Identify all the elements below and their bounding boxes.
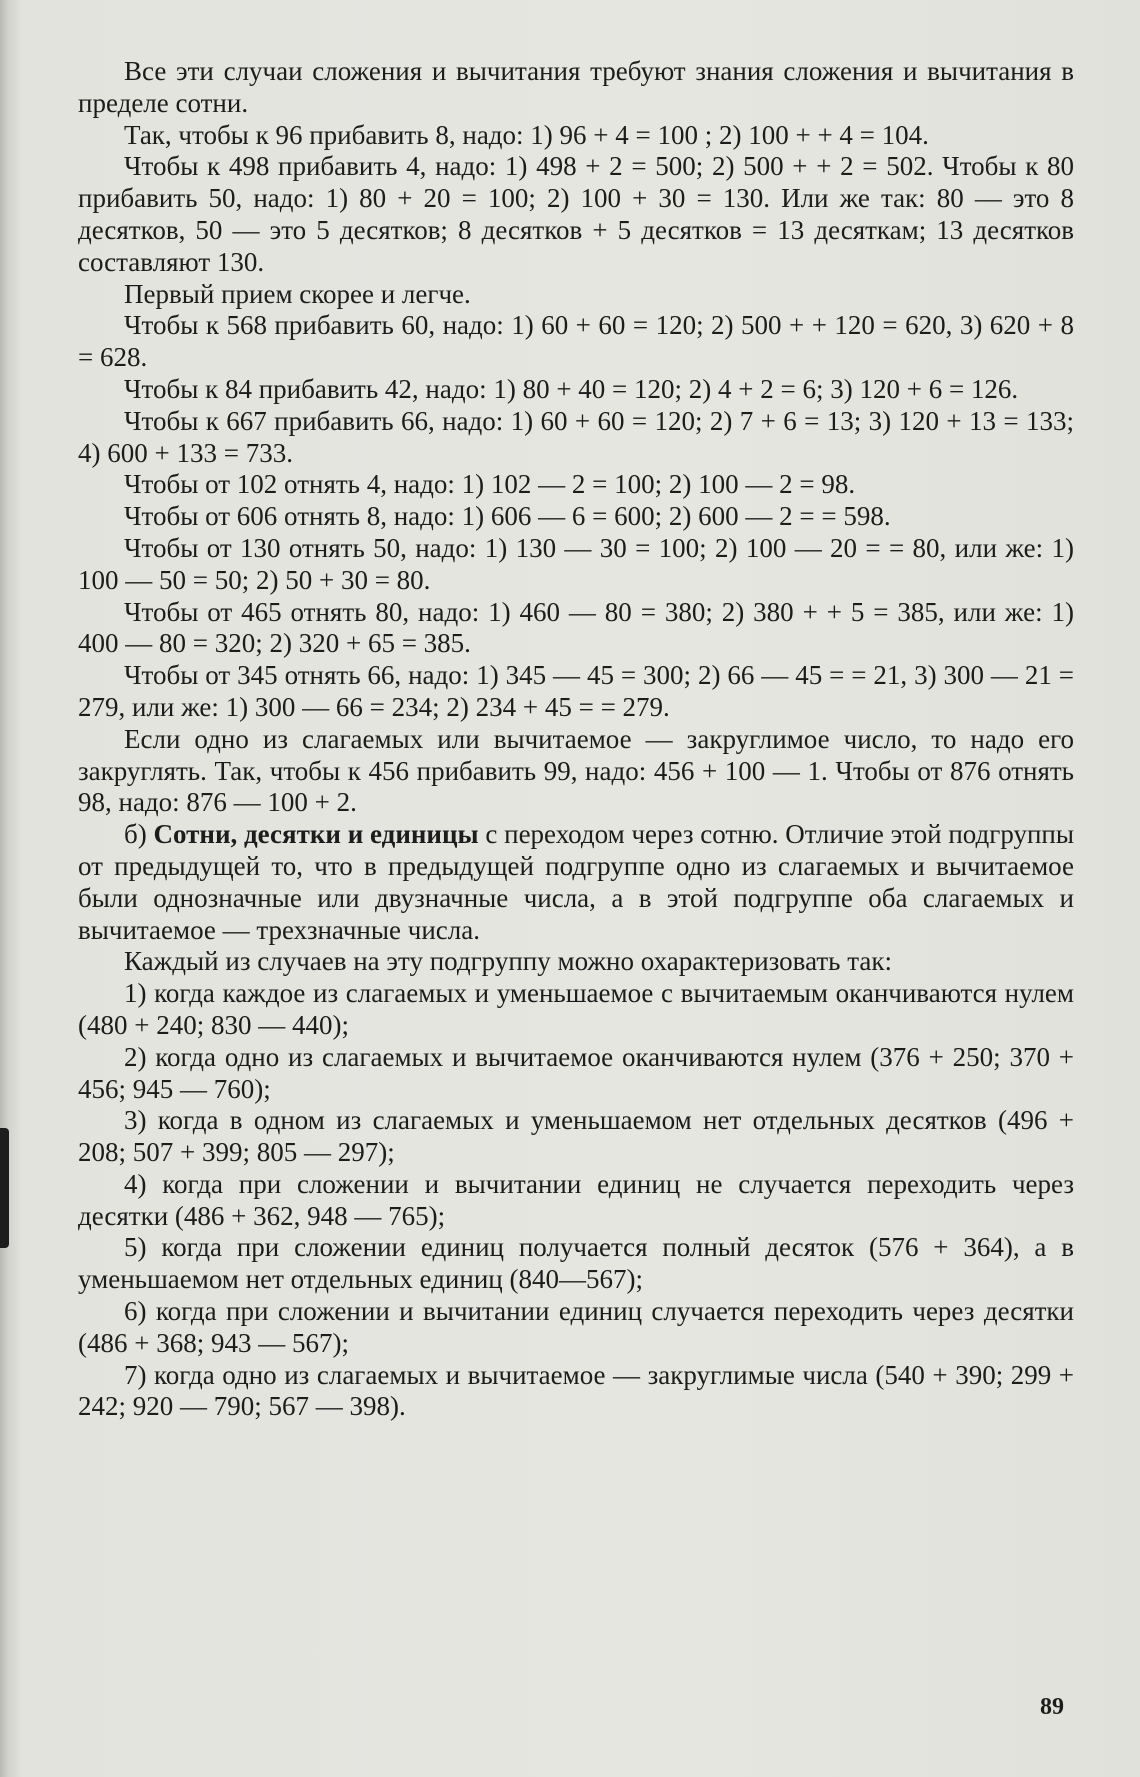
paragraph-9: Чтобы от 606 отнять 8, надо: 1) 606 — 6 = 600; 2) 600 — 2 = = 598. (124, 501, 891, 532)
case-item-5: 5) когда при сложении единиц получается полный десяток (576 + 364), а в уменьшаемом нет отдельных единиц (840—567); (78, 1232, 1074, 1295)
paragraph-1: Все эти случаи сложения и вычитания требуют знания сложения и вычитания в пределе сотни. (78, 56, 1074, 118)
case-item-3: 3) когда в одном из слагаемых и уменьшаемом нет отдельных десятков (496 + 208; 507 + 399; 805 — 297); (78, 1105, 1074, 1168)
subgroup-text: с переходом через сотню. Отличие этой подгруппы от предыдущей то, что в предыдущей подгруппе одно из слагаемых и вычитаемое были однозначные или двузначные числа, а в этой подгруппе оба слагаемых и вычитаемое — трехзначные числа. (78, 819, 1075, 945)
paragraph-8: Чтобы от 102 отнять 4, надо: 1) 102 — 2 = 100; 2) 100 — 2 = 98. (124, 469, 856, 500)
paragraph-11: Чтобы от 465 отнять 80, надо: 1) 460 — 80 = 380; 2) 380 + + 5 = 385, или же: 1) 400 — 80 = 320; 2) 320 + 65 = 385. (78, 596, 1074, 659)
paragraph-7: Чтобы к 667 прибавить 66, надо: 1) 60 + 60 = 120; 2) 7 + 6 = 13; 3) 120 + 13 = 133; 4) 600 + 133 = 733. (78, 405, 1074, 468)
case-item-6: 6) когда при сложении и вычитании единиц случается переходить через десятки (486 + 368; 943 — 567); (78, 1296, 1074, 1358)
paragraph-12: Чтобы от 345 отнять 66, надо: 1) 345 — 45 = 300; 2) 66 — 45 = = 21, 3) 300 — 21 = 279, или же: 1) 300 — 66 = 234; 2) 234 + 45 = = 279. (78, 660, 1074, 722)
paragraph-6: Чтобы к 84 прибавить 42, надо: 1) 80 + 40 = 120; 2) 4 + 2 = 6; 3) 120 + 6 = 126. (124, 373, 1019, 404)
case-item-2: 2) когда одно из слагаемых и вычитаемое оканчиваются нулем (376 + 250; 370 + 456; 945 — 760); (78, 1041, 1074, 1104)
page-edge-mark (0, 1128, 9, 1248)
case-item-4: 4) когда при сложении и вычитании единиц не случается переходить через десятки (486 + 362, 948 — 765); (78, 1168, 1074, 1231)
page-number: 89 (1040, 1694, 1064, 1720)
case-item-1: 1) когда каждое из слагаемых и уменьшаемое с вычитаемым оканчиваются нулем (480 + 240; 830 — 440); (78, 978, 1074, 1040)
case-item-7: 7) когда одно из слагаемых и вычитаемое — закруглимые числа (540 + 390; 299 + 242; 920 — 790; 567 — 398). (78, 1359, 1074, 1422)
paragraph-5: Чтобы к 568 прибавить 60, надо: 1) 60 + 60 = 120; 2) 500 + + 120 = 620, 3) 620 + 8 = 628. (78, 310, 1074, 373)
page-text (78, 56, 1074, 1423)
subgroup-heading: Сотни, десятки и единицы (153, 819, 479, 850)
subgroup-paragraph (78, 819, 1074, 946)
paragraph-2: Так, чтобы к 96 прибавить 8, надо: 1) 96 + 4 = 100 ; 2) 100 + + 4 = 104. (124, 119, 929, 150)
subgroup-prefix: б) (124, 819, 147, 850)
cases-intro: Каждый из случаев на эту подгруппу можно охарактеризовать так: (124, 946, 892, 977)
paragraph-10: Чтобы от 130 отнять 50, надо: 1) 130 — 30 = 100; 2) 100 — 20 = = 80, или же: 1) 100 — 50 = 50; 2) 50 + 30 = 80. (78, 532, 1074, 595)
paragraph-13: Если одно из слагаемых или вычитаемое — закруглимое число, то надо его закруглять. Так, чтобы к 456 прибавить 99, надо: 456 + 100 — 1. Чтобы от 876 отнять 98, надо: 876 — 100 + 2. (78, 723, 1074, 818)
paragraph-3: Чтобы к 498 прибавить 4, надо: 1) 498 + 2 = 500; 2) 500 + + 2 = 502. Чтобы к 80 прибавить 50, надо: 1) 80 + 20 = 100; 2) 100 + 30 = 130. Или же так: 80 — это 8 десятков, 50 — это 5 десятков; 8 десятков + 5 десятков = 13 десяткам; 13 десятков составляют 130. (78, 151, 1074, 277)
paragraph-4: Первый прием скорее и легче. (124, 278, 471, 309)
